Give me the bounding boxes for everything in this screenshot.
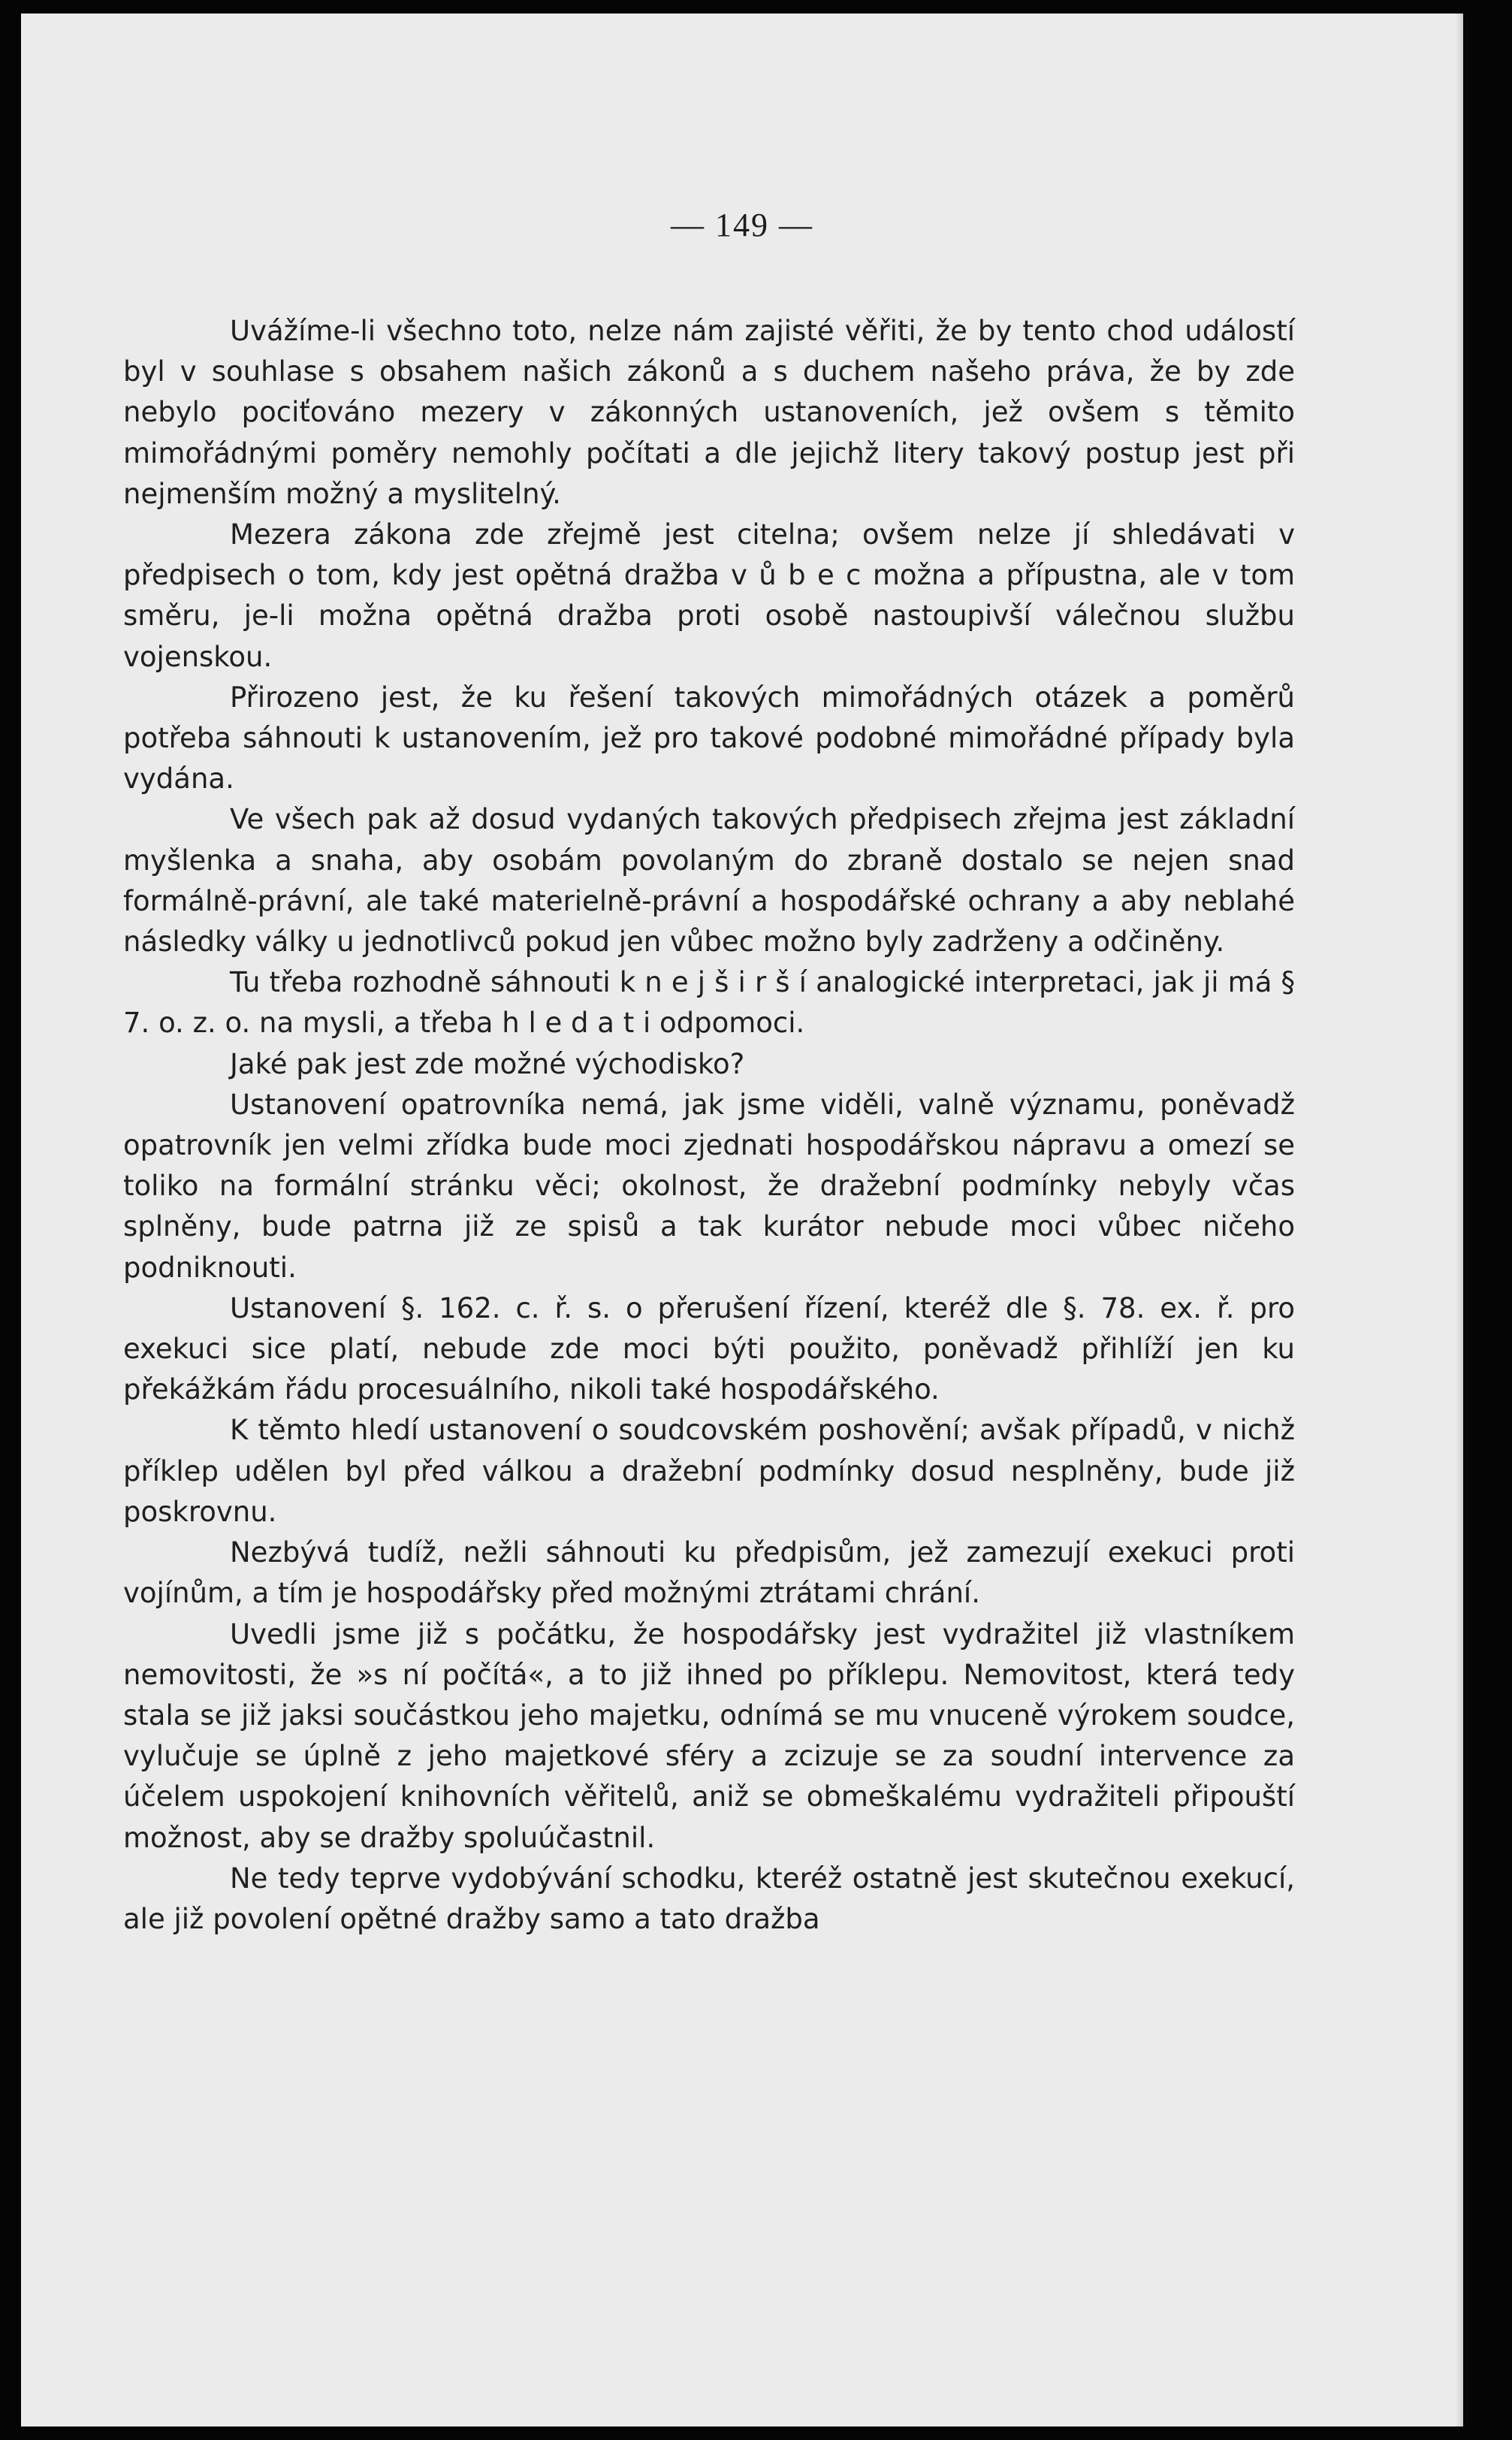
page-edge-shadow <box>1456 14 1463 2426</box>
paragraph: Ve všech pak až dosud vydaných takových předpisech zřejma jest základní myšlenka a snaha, aby osobám povolaným do zbraně dostalo se nejen snad formálně-právní, ale také materielně-právní a hospodářské ochrany a aby neblahé následky války u jednotlivců pokud jen vůbec možno byly zadrženy a odčiněny. <box>123 803 1295 959</box>
paragraph: Jaké pak jest zde možné východisko? <box>230 1047 745 1080</box>
paragraph: Tu třeba rozhodně sáhnouti k n e j š i r š í analogické interpretaci, jak ji má § 7. o. z. o. na mysli, a třeba h l e d a t i odpomoci. <box>123 966 1295 1040</box>
page-number: — 149 — <box>671 207 813 243</box>
paragraph: Mezera zákona zde zřejmě jest citelna; ovšem nelze jí shledávati v předpisech o tom, kdy jest opětná dražba v ů b e c možna a přípustna, ale v tom směru, je-li možna opětná dražba proti osobě nastoupivší válečnou službu vojenskou. <box>123 518 1295 673</box>
body-text <box>123 311 1295 1940</box>
paragraph: Ustanovení §. 162. c. ř. s. o přerušení řízení, kteréž dle §. 78. ex. ř. pro exekuci sice platí, nebude zde moci býti použito, poněvadž přihlíží jen ku překážkám řádu procesuálního, nikoli také hospodářského. <box>123 1291 1295 1406</box>
paragraph: K těmto hledí ustanovení o soudcovském poshovění; avšak případů, v nichž příklep udělen byl před válkou a dražební podmínky dosud nesplněny, bude již poskrovnu. <box>123 1414 1295 1528</box>
paragraph: Ustanovení opatrovníka nemá, jak jsme viděli, valně významu, poněvadž opatrovník jen velmi zřídka bude moci zjednati hospodářskou nápravu a omezí se toliko na formální stránku věci; okolnost, že dražební podmínky nebyly včas splněny, bude patrna již ze spisů a tak kurátor nebude moci vůbec ničeho podniknouti. <box>123 1088 1295 1284</box>
paragraph: Nezbývá tudíž, nežli sáhnouti ku předpisům, jež zamezují exekuci proti vojínům, a tím je hospodářsky před možnými ztrátami chrání. <box>123 1536 1295 1610</box>
paragraph: Uvážíme-li všechno toto, nelze nám zajisté věřiti, že by tento chod událostí byl v souhlase s obsahem našich zákonů a s duchem našeho práva, že by zde nebylo pociťováno mezery v zákonných ustanoveních, jež ovšem s těmito mimořádnými poměry nemohly počítati a dle jejichž litery takový postup jest při nejmenším možný a myslitelný. <box>123 315 1295 510</box>
paragraph: Uvedli jsme již s počátku, že hospodářsky jest vydražitel již vlastníkem nemovitosti, že »s ní počítá«, a to již ihned po příklepu. Nemovitost, která tedy stala se již jaksi součástkou jeho majetku, odnímá se mu vnuceně výrokem soudce, vylučuje se úplně z jeho majetkové sféry a zcizuje se za soudní intervence za účelem uspokojení knihovních věřitelů, aniž se obmeškalému vydražiteli připouští možnost, aby se dražby spoluúčastnil. <box>123 1617 1295 1854</box>
paragraph: Ne tedy teprve vydobývání schodku, kteréž ostatně jest skutečnou exekucí, ale již povolení opětné dražby samo a tato dražba <box>123 1862 1295 1935</box>
book-page <box>21 14 1463 2426</box>
paragraph: Přirozeno jest, že ku řešení takových mimořádných otázek a poměrů potřeba sáhnouti k ustanovením, jež pro takové podobné mimořádné případy byla vydána. <box>123 681 1295 796</box>
